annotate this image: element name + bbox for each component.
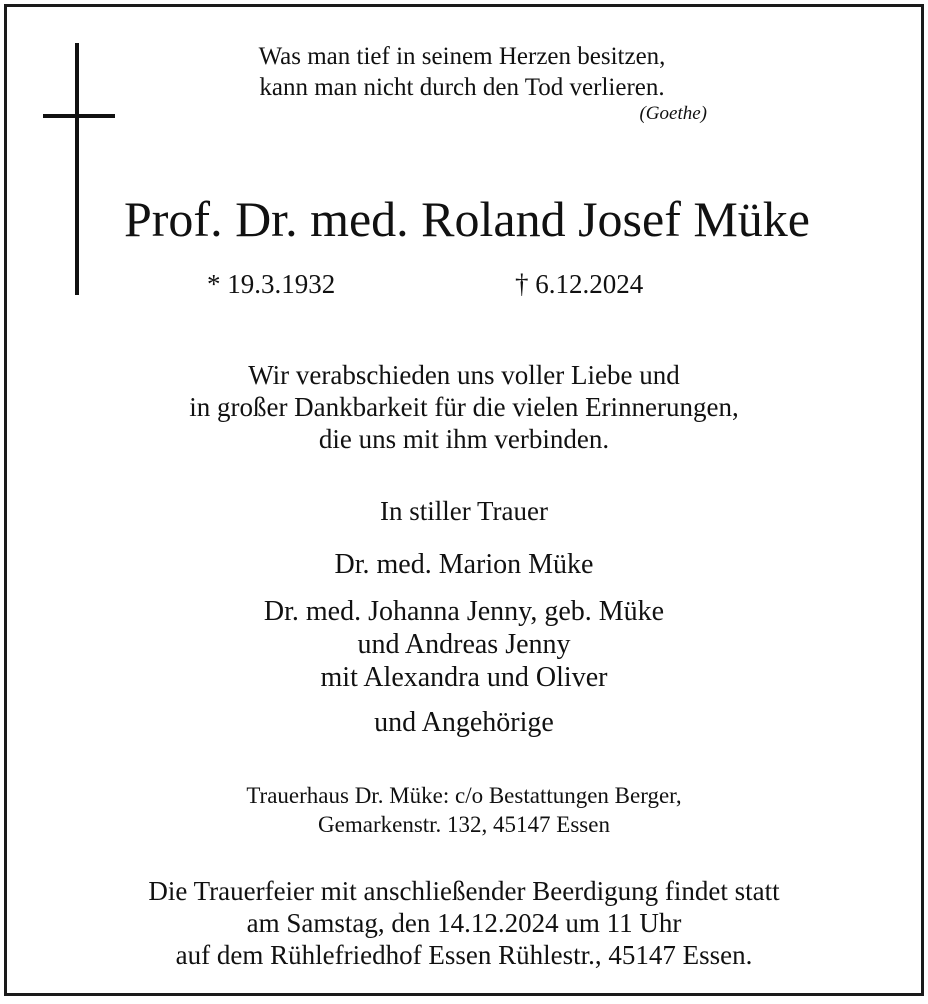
mourner-family: [7, 595, 921, 694]
mourner-relatives: und Angehörige: [374, 707, 554, 738]
birth-date: * 19.3.1932: [207, 269, 336, 299]
cross-icon: [75, 43, 79, 295]
farewell-line: Wir verabschieden uns voller Liebe und: [248, 360, 680, 390]
mourning-intro: In stiller Trauer: [380, 496, 548, 526]
farewell-line: in großer Dankbarkeit für die vielen Erinnerungen,: [189, 392, 739, 422]
quote: [207, 41, 717, 103]
mourner-line: Dr. med. Johanna Jenny, geb. Müke: [263, 596, 665, 627]
farewell-text: [7, 359, 921, 455]
funeral-info: [7, 875, 921, 971]
quote-author: (Goethe): [639, 103, 707, 124]
quote-line: Was man tief in seinem Herzen besitzen,: [258, 43, 666, 70]
quote-line: kann man nicht durch den Tod verlieren.: [259, 74, 665, 101]
mourner-line: mit Alexandra und Oliver: [320, 662, 608, 693]
mourning-house-line: Gemarkenstr. 132, 45147 Essen: [318, 812, 610, 837]
death-date: † 6.12.2024: [515, 269, 644, 299]
mourning-house: [7, 781, 921, 839]
mourning-house-line: Trauerhaus Dr. Müke: c/o Bestattungen Berger,: [246, 783, 682, 808]
funeral-line: Die Trauerfeier mit anschließender Beerdigung findet statt: [148, 876, 780, 906]
farewell-line: die uns mit ihm verbinden.: [318, 424, 610, 454]
funeral-line: am Samstag, den 14.12.2024 um 11 Uhr: [246, 908, 682, 938]
mourner-line: und Andreas Jenny: [357, 629, 571, 660]
cross-icon-bar: [43, 114, 115, 118]
deceased-name: Prof. Dr. med. Roland Josef Müke: [123, 191, 811, 247]
mourner-spouse: Dr. med. Marion Müke: [334, 549, 594, 580]
funeral-line: auf dem Rühlefriedhof Essen Rühlestr., 45147 Essen.: [175, 940, 753, 970]
obituary-notice: [4, 4, 924, 996]
